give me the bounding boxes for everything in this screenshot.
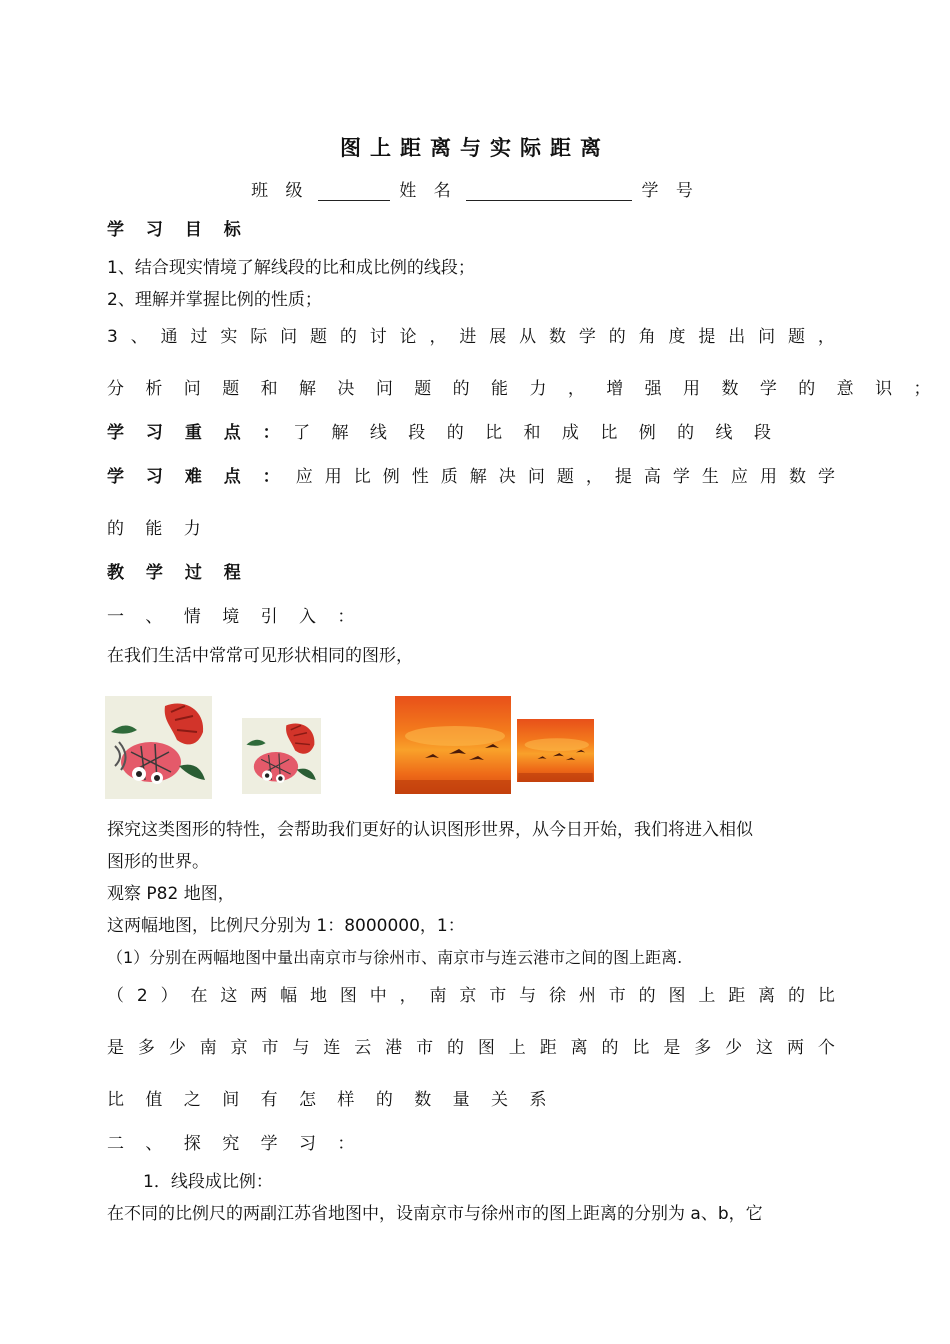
char: 距 (728, 986, 746, 1006)
char: 数 (788, 467, 806, 487)
char: 解 (469, 467, 487, 487)
char: 的 (787, 986, 805, 1006)
char: 论 (399, 327, 417, 347)
char: 市 (608, 986, 626, 1006)
char: 云 (354, 1038, 372, 1058)
char: 京 (459, 986, 477, 1006)
char: 两 (250, 986, 268, 1006)
id-label: 学 号 (641, 181, 699, 201)
section-2-heading: 二 、 探 究 学 习 ： (107, 1134, 363, 1154)
name-label: 姓 名 (399, 181, 457, 201)
char: 度 (668, 327, 686, 347)
goal-1: 1、结合现实情境了解线段的比和成比例的线段； (107, 258, 475, 278)
char: （ (107, 986, 124, 1006)
char: 京 (230, 1038, 248, 1058)
char: 比 (632, 1038, 650, 1058)
char: 从 (519, 327, 537, 347)
char: 过 (190, 327, 208, 347)
difficulty-text (296, 465, 835, 489)
char: ， (817, 327, 835, 347)
question-2-line-c: 比 值 之 间 有 怎 样 的 数 量 关 系 (107, 1090, 555, 1110)
sunset-cranes-large (395, 696, 511, 794)
char: 比 (817, 986, 835, 1006)
char: 南 (199, 1038, 217, 1058)
char: 决 (498, 467, 516, 487)
char: 州 (578, 986, 596, 1006)
key-text: 了 解 线 段 的 比 和 成 比 例 的 线 段 (293, 423, 779, 443)
char: 南 (429, 986, 447, 1006)
char: ， (585, 467, 603, 487)
char: 例 (382, 467, 400, 487)
char: 际 (250, 327, 268, 347)
last-line: 在不同的比例尺的两副江苏省地图中，设南京市与徐州市的图上距离的分别为 a、b，它 (107, 1204, 763, 1224)
observe-text: 观察 P82 地图， (107, 884, 235, 904)
process-heading: 教 学 过 程 (107, 563, 249, 583)
char: 上 (698, 986, 716, 1006)
char: 与 (292, 1038, 310, 1058)
student-info-line (0, 176, 950, 201)
char: 问 (527, 467, 545, 487)
char: 离 (570, 1038, 588, 1058)
char: 比 (353, 467, 371, 487)
char: ， (399, 986, 417, 1006)
char: 题 (787, 327, 805, 347)
char: 是 (107, 1038, 124, 1058)
char: ） (160, 986, 178, 1006)
char: 少 (725, 1038, 743, 1058)
char: 两 (786, 1038, 804, 1058)
difficulty-label: 学 习 难 点 ： (107, 467, 288, 487)
char: 质 (440, 467, 458, 487)
char: 市 (261, 1038, 279, 1058)
char: 的 (638, 986, 656, 1006)
char: 题 (556, 467, 574, 487)
char: 市 (416, 1038, 434, 1058)
question-1: （1）分别在两幅地图中量出南京市与徐州市、南京市与连云港市之间的图上距离. (107, 948, 683, 967)
char: 性 (411, 467, 429, 487)
char: 提 (698, 327, 716, 347)
char: 学 (817, 467, 835, 487)
cranes-icon (395, 696, 511, 794)
char: 应 (730, 467, 748, 487)
name-blank[interactable] (466, 180, 632, 201)
explore-line-1: 探究这类图形的特性，会帮助我们更好的认识图形世界，从今日开始，我们将进入相似 (107, 820, 753, 840)
char: 这 (756, 1038, 774, 1058)
char: 离 (758, 986, 776, 1006)
char: 在 (190, 986, 208, 1006)
char: 3 (107, 327, 118, 347)
char: 用 (759, 467, 777, 487)
char: 少 (168, 1038, 186, 1058)
char: 这 (220, 986, 238, 1006)
char: 图 (339, 986, 357, 1006)
char: 讨 (369, 327, 387, 347)
char: 个 (817, 1038, 835, 1058)
question-2-line-a (107, 984, 835, 1008)
char: 题 (309, 327, 327, 347)
char: 的 (608, 327, 626, 347)
difficulty-point (107, 465, 835, 489)
char: 距 (539, 1038, 557, 1058)
cranes-icon (517, 719, 594, 782)
goal-3-line-b: 分 析 问 题 和 解 决 问 题 的 能 力 ， 增 强 用 数 学 的 意 识 ； (107, 379, 939, 399)
char: 进 (459, 327, 477, 347)
explore-line-2: 图形的世界。 (107, 852, 209, 872)
char: 学 (672, 467, 690, 487)
scale-text: 这两幅地图，比例尺分别为 1：8000000，1： (107, 916, 465, 936)
char: 地 (309, 986, 327, 1006)
class-label: 班 级 (251, 181, 309, 201)
char: 用 (324, 467, 342, 487)
char: 多 (137, 1038, 155, 1058)
char: 的 (601, 1038, 619, 1058)
char: 多 (694, 1038, 712, 1058)
char: 实 (220, 327, 238, 347)
goal-3-line-a (107, 325, 835, 349)
char: 数 (548, 327, 566, 347)
char: 生 (701, 467, 719, 487)
paper-cut-fish-large (105, 696, 212, 799)
char: 连 (323, 1038, 341, 1058)
char: 提 (614, 467, 632, 487)
goals-heading: 学 习 目 标 (107, 220, 249, 240)
char: 上 (508, 1038, 526, 1058)
fish-icon (105, 696, 212, 799)
key-label: 学 习 重 点 ： (107, 423, 288, 443)
goal-2: 2、理解并掌握比例的性质； (107, 290, 322, 310)
difficulty-text-cont: 的 能 力 (107, 519, 209, 539)
key-point (107, 421, 779, 445)
char: 问 (280, 327, 298, 347)
char: 市 (489, 986, 507, 1006)
sunset-cranes-small (517, 719, 594, 782)
char: 中 (369, 986, 387, 1006)
char: 2 (136, 986, 148, 1006)
fish-icon (242, 718, 321, 794)
char: 图 (477, 1038, 495, 1058)
char: 的 (446, 1038, 464, 1058)
char: 角 (638, 327, 656, 347)
char: 与 (519, 986, 537, 1006)
question-2-line-b (107, 1036, 835, 1060)
char: 高 (643, 467, 661, 487)
char: ， (429, 327, 447, 347)
char: 港 (385, 1038, 403, 1058)
char: 出 (728, 327, 746, 347)
subsection-1: 1．线段成比例： (143, 1172, 273, 1192)
char: 幅 (280, 986, 298, 1006)
char: 是 (663, 1038, 681, 1058)
section-1-heading: 一 、 情 境 引 入 ： (107, 607, 363, 627)
char: 徐 (548, 986, 566, 1006)
char: 、 (130, 327, 148, 347)
char: 应 (295, 467, 313, 487)
paper-cut-fish-small (242, 718, 321, 794)
char: 的 (339, 327, 357, 347)
doc-title: 图上距离与实际距离 (340, 136, 610, 160)
intro-text: 在我们生活中常常可见形状相同的图形， (107, 646, 413, 666)
char: 学 (578, 327, 596, 347)
char: 图 (668, 986, 686, 1006)
char: 问 (758, 327, 776, 347)
class-blank[interactable] (318, 180, 390, 201)
char: 通 (160, 327, 178, 347)
char: 展 (489, 327, 507, 347)
